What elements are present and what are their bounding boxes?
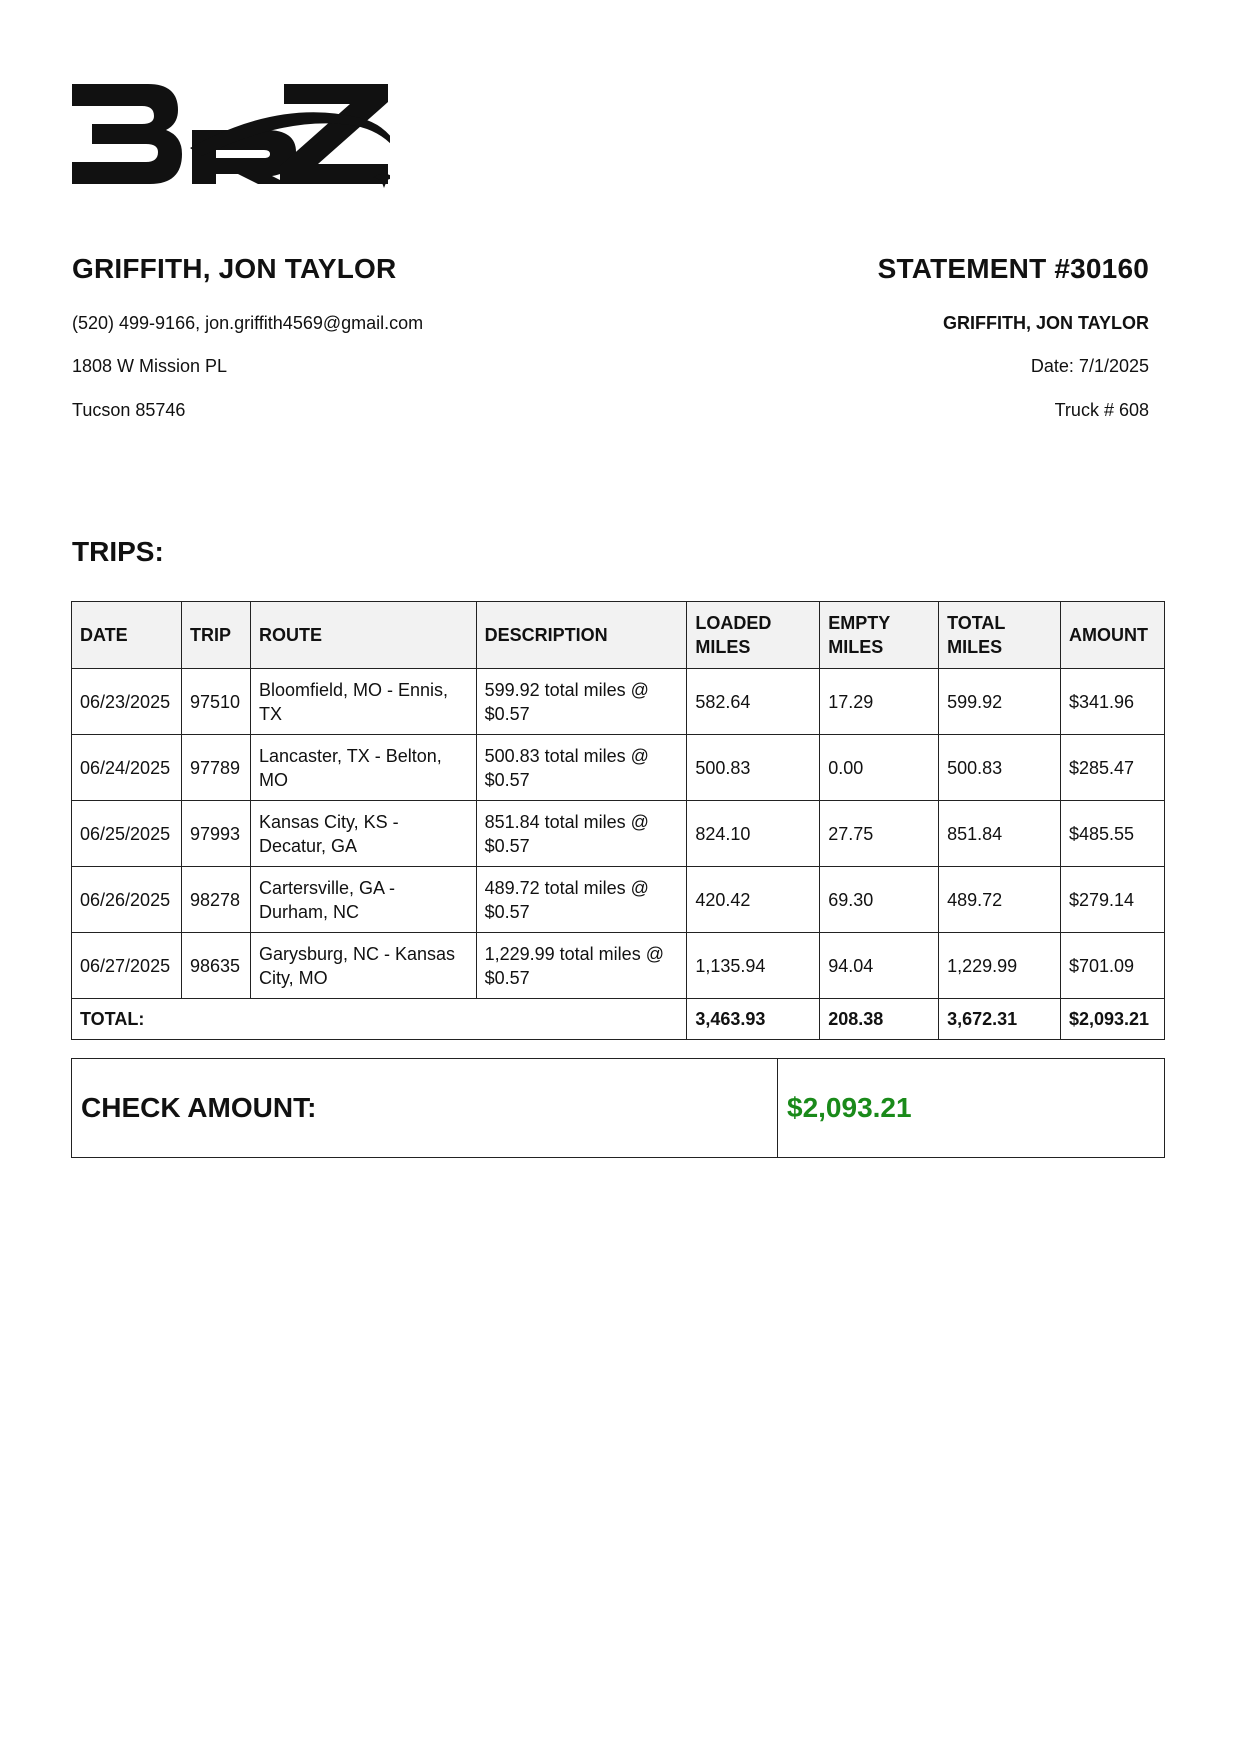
cell-date: 06/23/2025 [72,669,182,735]
cell-route: Garysburg, NC - Kansas City, MO [250,933,476,999]
cell-description: 489.72 total miles @ $0.57 [476,867,687,933]
statement-date: Date: 7/1/2025 [1030,356,1149,376]
header-total-miles: TOTAL MILES [939,602,1061,669]
cell-total-miles: 851.84 [939,801,1061,867]
table-header-row [72,602,1165,669]
trips-table [71,601,1165,1040]
cell-trip: 97510 [181,669,250,735]
table-row [72,867,1165,933]
cell-trip: 98635 [181,933,250,999]
driver-contact: (520) 499-9166, jon.griffith4569@gmail.com [72,313,424,333]
cell-description: 851.84 total miles @ $0.57 [476,801,687,867]
cell-amount: $701.09 [1060,933,1164,999]
table-row [72,801,1165,867]
total-total-miles: 3,672.31 [939,999,1061,1040]
cell-empty-miles: 94.04 [820,933,939,999]
cell-trip: 97789 [181,735,250,801]
header-loaded-miles: LOADED MILES [687,602,820,669]
total-label: TOTAL: [72,999,687,1040]
header-date: DATE [72,602,182,669]
company-logo [70,78,390,198]
table-row [72,669,1165,735]
cell-route: Cartersville, GA - Durham, NC [250,867,476,933]
table-row [72,933,1165,999]
header-empty-miles: EMPTY MILES [820,602,939,669]
cell-amount: $285.47 [1060,735,1164,801]
cell-total-miles: 599.92 [939,669,1061,735]
total-amount: $2,093.21 [1060,999,1164,1040]
header-route: ROUTE [250,602,476,669]
cell-date: 06/27/2025 [72,933,182,999]
cell-loaded-miles: 824.10 [687,801,820,867]
cell-description: 599.92 total miles @ $0.57 [476,669,687,735]
statement-truck: Truck # 608 [1054,400,1149,420]
cell-trip: 98278 [181,867,250,933]
cell-empty-miles: 69.30 [820,867,939,933]
cell-empty-miles: 0.00 [820,735,939,801]
total-row [72,999,1165,1040]
cell-description: 1,229.99 total miles @ $0.57 [476,933,687,999]
trips-title: TRIPS: [72,536,164,567]
check-amount-value: $2,093.21 [787,1092,912,1123]
driver-address: 1808 W Mission PL [72,356,228,376]
cell-date: 06/25/2025 [72,801,182,867]
check-amount-label: CHECK AMOUNT: [72,1059,778,1157]
cell-total-miles: 500.83 [939,735,1061,801]
cell-route: Bloomfield, MO - Ennis, TX [250,669,476,735]
cell-date: 06/26/2025 [72,867,182,933]
cell-date: 06/24/2025 [72,735,182,801]
cell-amount: $341.96 [1060,669,1164,735]
cell-route: Lancaster, TX - Belton, MO [250,735,476,801]
cell-total-miles: 1,229.99 [939,933,1061,999]
cell-empty-miles: 17.29 [820,669,939,735]
cell-empty-miles: 27.75 [820,801,939,867]
cell-route: Kansas City, KS - Decatur, GA [250,801,476,867]
cell-loaded-miles: 420.42 [687,867,820,933]
total-empty-miles: 208.38 [820,999,939,1040]
cell-loaded-miles: 500.83 [687,735,820,801]
total-loaded-miles: 3,463.93 [687,999,820,1040]
driver-city: Tucson 85746 [72,400,186,420]
cell-total-miles: 489.72 [939,867,1061,933]
driver-name: GRIFFITH, JON TAYLOR [72,253,397,284]
cell-amount: $485.55 [1060,801,1164,867]
statement-title: STATEMENT #30160 [877,253,1149,284]
statement-info [629,252,1149,420]
statement-name: GRIFFITH, JON TAYLOR [942,313,1149,333]
header-description: DESCRIPTION [476,602,687,669]
cell-loaded-miles: 1,135.94 [687,933,820,999]
cell-trip: 97993 [181,801,250,867]
driver-info [72,252,632,420]
cell-description: 500.83 total miles @ $0.57 [476,735,687,801]
table-row [72,735,1165,801]
cell-amount: $279.14 [1060,867,1164,933]
check-amount-box [71,1058,1165,1158]
cell-loaded-miles: 582.64 [687,669,820,735]
header-amount: AMOUNT [1060,602,1164,669]
header-trip: TRIP [181,602,250,669]
